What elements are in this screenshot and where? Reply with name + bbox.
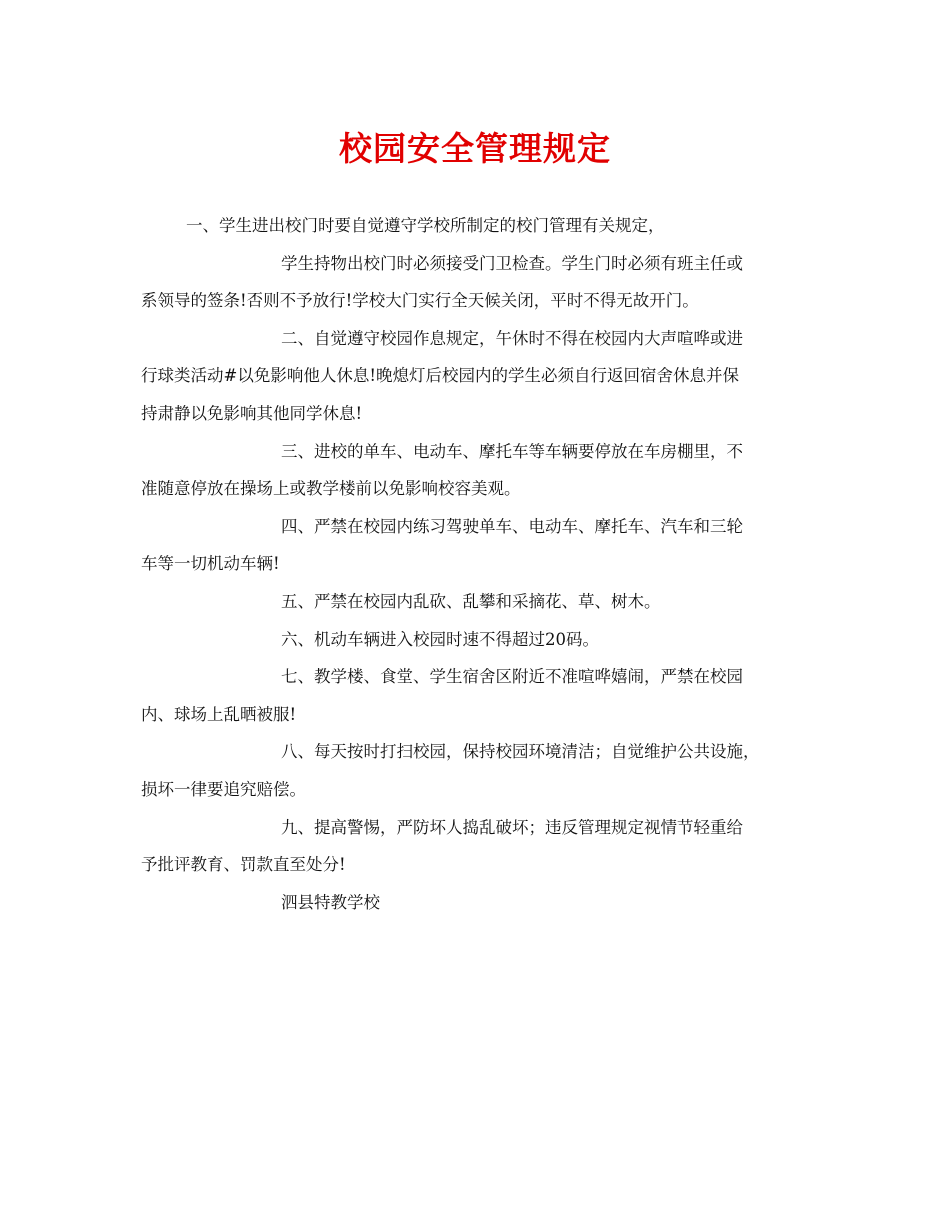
rule-1-line-1: 一、学生进出校门时要自觉遵守学校所制定的校门管理有关规定，	[186, 216, 665, 235]
rule-3-line-2: 准随意停放在操场上或教学楼前以免影响校容美观。	[141, 479, 521, 499]
signature-school-name: 泗县特教学校	[281, 892, 380, 912]
rule-7-line-1: 七、教学楼、食堂、学生宿舍区附近不准喧哗嬉闹，严禁在校园	[281, 667, 743, 687]
rule-7-line-2: 内、球场上乱晒被服!	[141, 704, 297, 724]
rule-8-line-1: 八、每天按时打扫校园，保持校园环境清洁；自觉维护公共设施，	[281, 742, 760, 762]
rule-2-line-1: 二、自觉遵守校园作息规定，午休时不得在校园内大声喧哗或进	[281, 328, 743, 348]
rule-4-line-2: 车等一切机动车辆!	[141, 554, 280, 574]
rule-5-line-1: 五、严禁在校园内乱砍、乱攀和采摘花、草、树木。	[281, 591, 661, 611]
rule-9-line-1: 九、提高警惕，严防坏人捣乱破坏；违反管理规定视情节轻重给	[281, 817, 743, 837]
rule-6-line-1: 六、机动车辆进入校园时速不得超过20码。	[281, 629, 599, 649]
document-title: 校园安全管理规定	[339, 129, 611, 168]
document-body	[141, 207, 831, 921]
rule-2-line-3: 持肃静以免影响其他同学休息!	[141, 403, 363, 423]
rule-8-line-2: 损坏一律要追究赔偿。	[141, 779, 306, 799]
rule-4-line-1: 四、严禁在校园内练习驾驶单车、电动车、摩托车、汽车和三轮	[281, 516, 743, 536]
rule-2-line-2: 行球类活动#以免影响他人休息!晚熄灯后校园内的学生必须自行返回宿舍休息并保	[141, 366, 739, 386]
rule-3-line-1: 三、进校的单车、电动车、摩托车等车辆要停放在车房棚里，不	[281, 441, 743, 461]
rule-9-line-2: 予批评教育、罚款直至处分!	[141, 855, 346, 875]
rule-1-line-2: 学生持物出校门时必须接受门卫检查。学生门时必须有班主任或	[281, 253, 743, 273]
rule-1-line-3: 系领导的签条!否则不予放行!学校大门实行全天候关闭，平时不得无故开门。	[141, 291, 699, 311]
